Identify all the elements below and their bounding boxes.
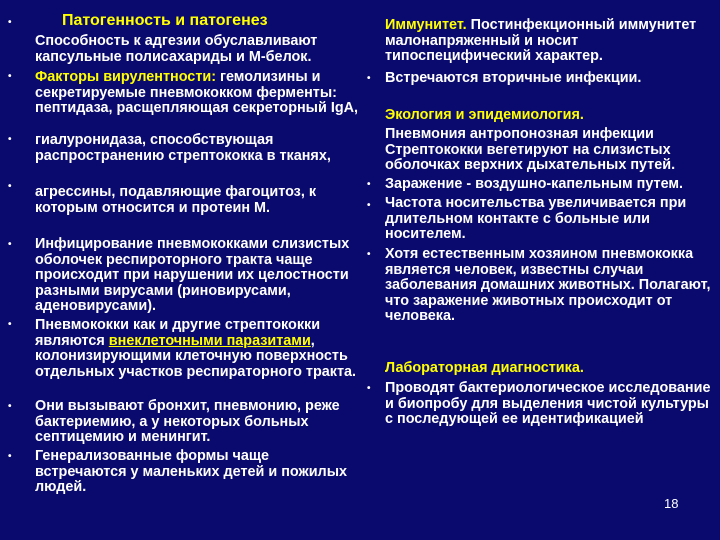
bullet-dot: • bbox=[8, 319, 12, 330]
bullet-dot: • bbox=[367, 200, 371, 211]
infection-paragraph: Инфицирование пневмококками слизистых оболочек респироторного тракта чаще происходит при нарушении их целостности разными вирусами (риновирусами, аденовирусами). bbox=[35, 236, 350, 315]
virulence-factors-paragraph bbox=[35, 70, 360, 117]
secondary-infections-text: Встречаются вторичные инфекции. bbox=[385, 70, 642, 86]
transmission-text: Заражение - воздушно-капельным путем. bbox=[385, 176, 684, 192]
bullet-dot: • bbox=[8, 401, 12, 412]
lab-diagnostics-text: Проводят бактериологическое исследование и биопробу для выделения чистой культуры с последующей ее идентификацией bbox=[385, 380, 711, 428]
bullet-dot: • bbox=[8, 239, 12, 250]
diseases-paragraph: Они вызывают бронхит, пневмонию, реже бактериемию, а у некоторых больных септицемию и менингит. bbox=[35, 398, 340, 446]
bullet-dot: • bbox=[8, 181, 12, 192]
bullet-dot: • bbox=[367, 383, 371, 394]
bullet-dot: • bbox=[367, 73, 371, 84]
ecology-text: Пневмония антропонозная инфекции Стрептококки вегетируют на слизистых оболочках верхних дыхательных путей. bbox=[385, 126, 676, 174]
parasites-text-end: , колонизирующими клеточную поверхность отдельных участков респираторного тракта. bbox=[35, 332, 357, 380]
bullet-dot: • bbox=[8, 451, 12, 462]
immunity-text: Постинфекционный иммунитет малонапряженный и носит типоспецифический характер. bbox=[385, 17, 697, 65]
bullet-dot: • bbox=[8, 134, 12, 145]
host-text: Хотя естественным хозяином пневмококка является человек, известны случаи заболевания домашних животных. Полагают, что заражение животных происходит от человека. bbox=[385, 246, 711, 325]
carriage-text: Частота носительства увеличивается при длительном контакте с больные или носителем. bbox=[385, 195, 687, 243]
bullet-dot: • bbox=[367, 249, 371, 260]
immunity-label: Иммунитет. bbox=[385, 17, 467, 33]
ecology-title: Экология и эпидемиология. bbox=[385, 107, 584, 123]
extracellular-parasites-highlight: внеклеточными паразитами bbox=[108, 332, 311, 349]
lab-diagnostics-title: Лабораторная диагностика. bbox=[385, 360, 584, 376]
parasites-paragraph bbox=[35, 318, 360, 380]
parasites-text-start: Пневмококки как и другие стрептококки являются bbox=[35, 317, 321, 349]
page-number: 18 bbox=[664, 496, 679, 511]
bullet-dot: • bbox=[8, 71, 12, 82]
immunity-paragraph bbox=[385, 18, 717, 65]
adhesion-paragraph: Способность к адгезии обуславливают капсульные полисахариды и М-белок. bbox=[35, 33, 318, 65]
hyaluronidase-paragraph: гиалуронидаза, способствующая распространению стрептококка в тканях, bbox=[35, 132, 331, 164]
pathogenicity-title: Патогенность и патогенез bbox=[62, 12, 268, 29]
virulence-factors-text: гемолизины и секретируемые пневмококком ферменты: пептидаза, расщепляющая секреторный IgA, bbox=[35, 69, 358, 117]
bullet-dot: • bbox=[8, 17, 12, 28]
bullet-dot: • bbox=[367, 179, 371, 190]
generalized-forms-paragraph: Генерализованные формы чаще встречаются у маленьких детей и пожилых людей. bbox=[35, 448, 347, 496]
virulence-factors-label: Факторы вирулентности: bbox=[35, 69, 216, 85]
aggressins-paragraph: агрессины, подавляющие фагоцитоз, к которым относится и протеин М. bbox=[35, 184, 317, 216]
